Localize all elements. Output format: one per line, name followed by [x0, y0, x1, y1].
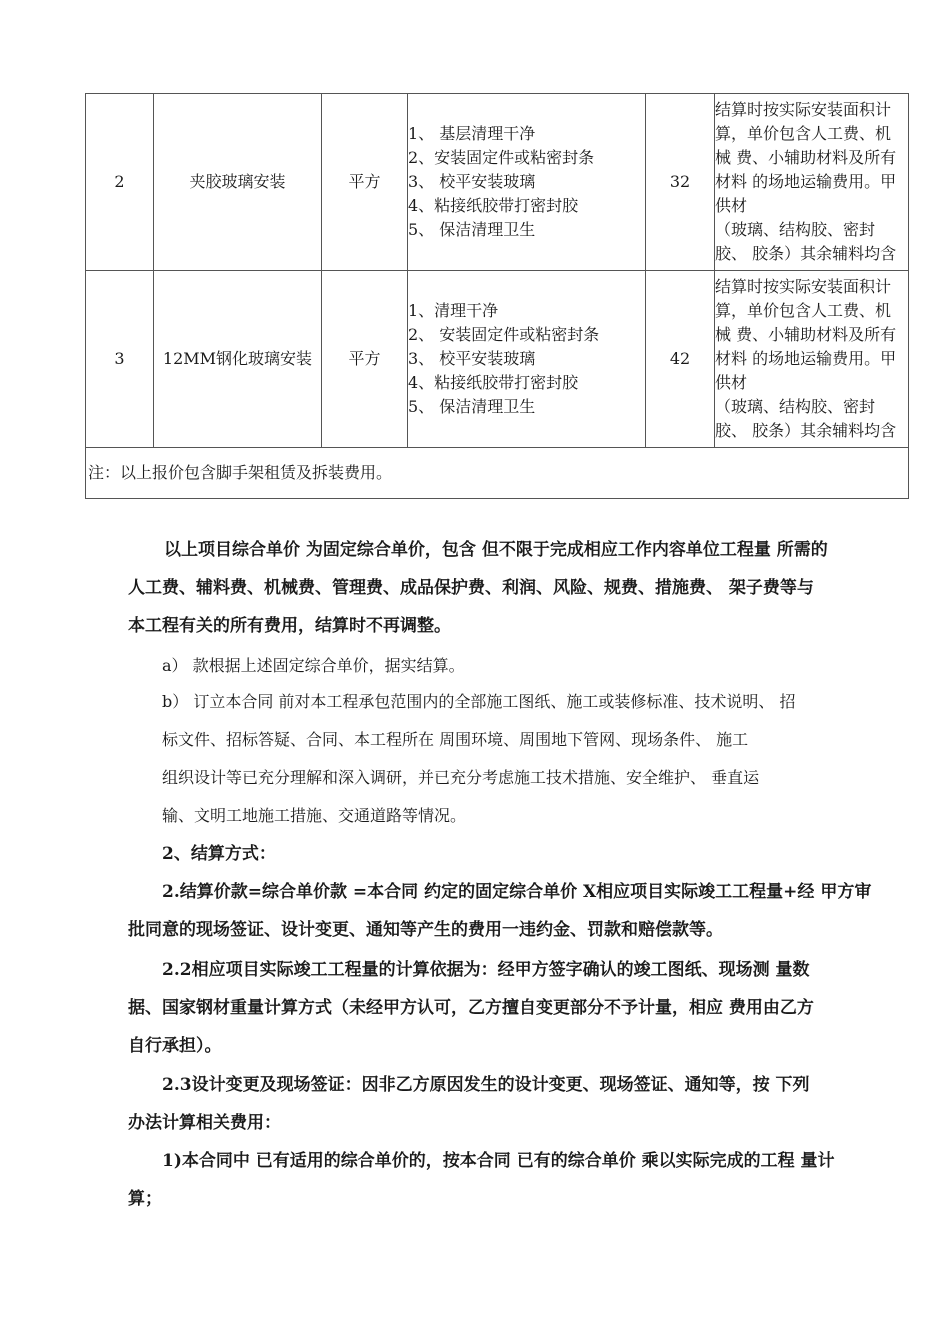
- note-line: 结算时按实际安装面积计: [715, 100, 892, 119]
- clause-a: [162, 647, 942, 685]
- text-line: 算；: [128, 1189, 162, 1209]
- note-line: 械 费、小辅助材料及所有: [715, 325, 897, 344]
- item-quantity: 32: [646, 94, 715, 271]
- work-step: 2、安装固定件或粘密封条: [408, 148, 595, 167]
- note-line: （玻璃、结构胶、密封: [715, 397, 876, 416]
- rule-1: [128, 1142, 908, 1218]
- text-line: 标文件、招标答疑、合同、本工程所在 周围环境、周围地下管网、现场条件、 施工: [162, 730, 749, 749]
- work-step: 2、 安装固定件或粘密封条: [408, 325, 600, 344]
- work-step: 4、粘接纸胶带打密封胶: [408, 196, 579, 215]
- text-line: 2、结算方式：: [162, 844, 276, 864]
- text-line: 组织设计等已充分理解和深入调研，并已充分考虑施工技术措施、安全维护、 垂直运: [162, 768, 760, 787]
- item-unit: 平方: [322, 271, 408, 448]
- note-line: 结算时按实际安装面积计: [715, 277, 892, 296]
- text-line: 办法计算相关费用：: [128, 1113, 281, 1133]
- work-step: 1、清理干净: [408, 301, 499, 320]
- text-line: b） 订立本合同 前对本工程承包范围内的全部施工图纸、施工或装修标准、技术说明、 招: [162, 692, 796, 711]
- note-line: 材料 的场地运输费用。甲: [715, 172, 897, 191]
- item-quantity: 42: [646, 271, 715, 448]
- table-footnote: 注：以上报价包含脚手架租赁及拆装费用。: [86, 448, 909, 499]
- note-line: 械 费、小辅助材料及所有: [715, 148, 897, 167]
- item-unit: 平方: [322, 94, 408, 271]
- row-index: 3: [86, 271, 154, 448]
- note-line: （玻璃、结构胶、密封: [715, 220, 876, 239]
- work-step: 4、粘接纸胶带打密封胶: [408, 373, 579, 392]
- text-line: 2.3设计变更及现场签证：因非乙方原因发生的设计变更、现场签证、通知等，按 下列: [162, 1075, 810, 1095]
- quote-table: [85, 93, 909, 499]
- row-index: 2: [86, 94, 154, 271]
- work-step: 1、 基层清理干净: [408, 124, 536, 143]
- pricing-paragraph: [128, 531, 908, 645]
- text-line: 2.2相应项目实际竣工工程量的计算依据为：经甲方签字确认的竣工图纸、现场测 量数: [162, 960, 810, 980]
- item-name: 夹胶玻璃安装: [154, 94, 322, 271]
- note-line: 供材: [715, 196, 748, 215]
- note-line: 算，单价包含人工费、机: [715, 124, 892, 143]
- section-heading: [162, 835, 942, 873]
- work-content: [408, 94, 646, 271]
- note-line: 算，单价包含人工费、机: [715, 301, 892, 320]
- note-line: 供材: [715, 373, 748, 392]
- text-line: 2.结算价款=综合单价款 =本合同 约定的固定综合单价 X相应项目实际竣工工程量+经 甲方审: [162, 882, 872, 902]
- work-step: 3、 校平安装玻璃: [408, 349, 536, 368]
- quantity-basis: [128, 951, 908, 1065]
- settlement-formula: [128, 873, 908, 949]
- work-step: 5、 保洁清理卫生: [408, 220, 536, 239]
- note-line: 胶、 胶条）其余辅料均含: [715, 244, 897, 263]
- item-note: [715, 271, 909, 448]
- text-line: 批同意的现场签证、设计变更、通知等产生的费用一违约金、罚款和赔偿款等。: [128, 920, 723, 940]
- work-step: 5、 保洁清理卫生: [408, 397, 536, 416]
- item-note: [715, 94, 909, 271]
- table-footnote-row: [86, 448, 909, 499]
- work-content: [408, 271, 646, 448]
- text-line: 输、文明工地施工措施、交通道路等情况。: [162, 806, 467, 825]
- text-line: 1)本合同中 已有适用的综合单价的，按本合同 已有的综合单价 乘以实际完成的工程 量计: [162, 1151, 835, 1171]
- table-row: [86, 94, 909, 271]
- clause-b: [128, 683, 908, 835]
- work-step: 3、 校平安装玻璃: [408, 172, 536, 191]
- change-order-clause: [128, 1066, 908, 1142]
- note-line: 材料 的场地运输费用。甲: [715, 349, 897, 368]
- text-line: 人工费、辅料费、机械费、管理费、成品保护费、利润、风险、规费、措施费、 架子费等与: [128, 578, 814, 598]
- text-line: a） 款根据上述固定综合单价，据实结算。: [162, 656, 465, 675]
- item-name: 12MM钢化玻璃安装: [154, 271, 322, 448]
- table-row: [86, 271, 909, 448]
- text-line: 自行承担）。: [128, 1036, 222, 1056]
- text-line: 据、国家钢材重量计算方式（未经甲方认可，乙方擅自变更部分不予计量，相应 费用由乙方: [128, 998, 814, 1018]
- note-line: 胶、 胶条）其余辅料均含: [715, 421, 897, 440]
- text-line: 本工程有关的所有费用，结算时不再调整。: [128, 616, 451, 636]
- text-line: 以上项目综合单价 为固定综合单价，包含 但不限于完成相应工作内容单位工程量 所需的: [164, 540, 828, 560]
